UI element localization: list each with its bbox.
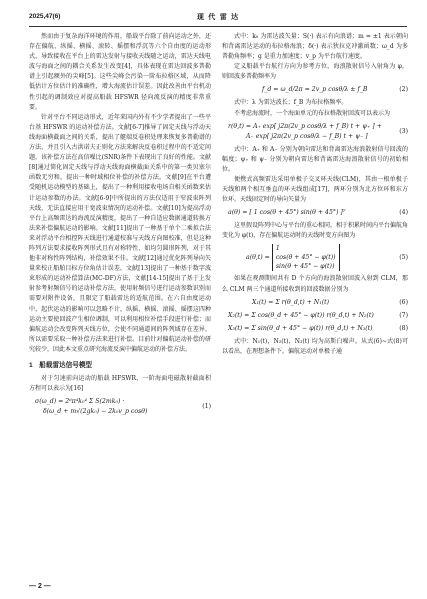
right-paragraph-8: 如果在观测期间共有 D 个方向的海浪散射回波入射到 CLM，那么 CLM 两三个通道所接收到的回波数据分别为	[222, 275, 408, 293]
equation-8	[222, 324, 408, 334]
right-paragraph-2: 定义船载平台航行方向为参考方位，海浪散射信号入射角为 φ，则回波多普勒频率为	[222, 63, 408, 81]
left-column	[29, 32, 211, 420]
intro-paragraph-2: 针对平台不同运动形式，近年来国内外有不少学者提出了一些平台基 HFSWR 的运动补偿方法。文献[6-7]推导了固定天线与浮动天线海面横截面之间的关系，提出了艇端反卷积处理来恢复多普勒谱的方法，并且引入古洪诺夫正则化方法来解决反卷积过程中的不适定问题，该补偿方法在高信噪比(SNR)条件下表现出了良好的性能。文献[8]通过简化固定天线与浮动天线海面横截面关系中的第一类贝塞尔函数无穷和，提出一种时域相位补偿的补偿方法。文献[9]在平台遭受随机运动模型的基础上，提出了一种利用接收电场自相关函数来估计运动参数的办法。文献[6-9]中所提出的方法仅适用于窄波束阵列天线，无法直接应用于宽波束情况的运动补偿。文献[10]为提高浮动平台上高频雷达的海流反演精度，提出了一种自适应数据通道转换方法来补偿偏航运动的影响。文献[11]提出了一种基于单个二乘拟合法来对浮动平台相控阵天线进行通道校准与天线方向图校准，但是这种阵列方法要求接收阵列形式且有对称特性，如均匀圆形阵列，对于其他非对称性阵列结构，补偿效果不佳。文献[12]通过优化阵列导向矢量来校正船舶目标方位角估计误差。文献[13]提出了一种基于数字波束形成的运动补偿算法(MC-DF)方法，文献[14-15]提出了基于上发射参考射频信号的运动补偿方法，使用射频信号进行运动参数识别而需要对附件设备，且限定了船载雷达的适航范围。在六自由度运动中，起伏运动的影响可以忽略不计，纵摇、横摇、滚摇、摇摆这四种运动主要使回波产生相位调制，可以利用相位补偿手段进行补偿；而偏航运动会改变阵列天线方位，会使不同通道间的阵列域存在差异，所以需要采取一种补偿方法来进行补偿。目前针对偏航运动补偿的研究较少，因此本文重点研究海流反演中偏航运动的补偿方法。	[29, 113, 211, 353]
equation-6-body: X₁(t) = Σ r(θ_d,t) + N₁(t)	[252, 298, 330, 306]
right-paragraph-3: 式中：λ 为雷达波长；f_B 为布拉格频率。	[234, 99, 348, 107]
right-paragraph-5: 式中：A₊ 和 A₋ 分别为朝向雷达和背离雷达海浪散射信号回波的幅度；ψ₊ 和 ψ₋ 分别为朝向雷达和背离雷达海浪散射信号的初始相位。	[222, 145, 408, 173]
equation-1	[29, 397, 211, 417]
equation-3	[222, 122, 408, 142]
equation-5-row-2: cos(θ + 45° − φ(t))	[275, 254, 336, 262]
equation-5-row-3: sin(θ + 45° − φ(t))	[275, 263, 335, 271]
equation-3-line-1: r(θ,t) = A₊ exp[ j2π(2v_p cosθ/λ + f_B) t + ψ₊ ] +	[228, 122, 382, 130]
equation-2	[222, 85, 408, 95]
equation-2-body: f_d = ω_d/2π = 2v_p cosθ/λ ± f_B	[262, 86, 368, 94]
issue-label: 2025,47(6)	[29, 13, 61, 20]
right-paragraph-1: 式中：k₀ 为雷达波矢量；S(·) 表示有向浪谱；m = ±1 表示朝向和背离雷达运动的布拉格海浪；δ(·) 表示狄拉克冲激函数；ω_d 为多普勒角频率；g 是重力加速度；v_p 为平台航行速度。	[222, 33, 408, 61]
right-paragraph-7: 这里假设阵列中心与平台的重心相同，相于积累时间内平台偏航角变化为 φ(t)，存在偏航运动时的天线时变方向图为	[222, 222, 409, 240]
page-header	[29, 11, 407, 25]
equation-7-number: (7)	[399, 311, 408, 319]
section-title: 1 船载雷达信号模型	[29, 362, 93, 369]
equation-5	[222, 244, 408, 271]
equation-4-body: a(θ) = [ 1 cos(θ + 45°) sin(θ + 45°) ]ᵀ	[228, 209, 346, 217]
page-number: — 2 —	[29, 583, 51, 590]
equation-1-line-2: δ(ω_d + m√(2gk₀) − 2k₀v_p cosθ)	[43, 408, 148, 416]
section-paragraph-1: 对于匀速前向运动的船载 HFSWR，一阶海面电磁散射截面积方程可以表示为[16]	[29, 375, 211, 393]
right-paragraph-9: 式中：N₁(t)，N₂(t)，N₃(t) 均为高斯白噪声。从式(6)~式(8)可以看出，在理想条件下，偏航运动对单极子通	[222, 337, 408, 355]
equation-1-number: (1)	[202, 403, 211, 411]
intro-paragraph-1: 然而由于复杂海洋环境的作用，船载平台除了前向运动之外，还存在偏航、纵摇、横摇、滚转、摇摆和浮沉等六个自由度的运动形式，导致接收在平台上的雷达发射与接收天线随之运动，雷达天线电波与海面之间的耦合关系发生改变[4]，具体表现在雷达回波多普勒谱上引起额外的尖峰[5]。这些尖峰会污染一阶布拉格区域，从而降低估计方位估计的准确性，增大海流估计误差。因此改善由平台机动性引起的调制效应对提高船载 HFSWR 径向流反演的精度非常重要。	[29, 33, 211, 111]
right-paragraph-4: 不考虑海流时，一个海面单元的布拉格散射回波可以表示为	[234, 109, 391, 117]
right-column	[222, 32, 408, 357]
equation-7	[222, 311, 408, 321]
equation-3-number: (3)	[399, 127, 408, 135]
equation-3-line-2: A₋ exp[ j2π(2v_p cosθ/λ − f_B) t + ψ₋ ]	[246, 132, 368, 140]
header-rule	[29, 26, 407, 27]
right-paragraph-6: 便携式高频雷达采用单极子交叉环天线(CLM)，其由一根单极子天线和两个相互垂直的环天线组成[17]，两环分别为北方位环和东方位环。天线固定时的导向矢量为	[222, 175, 408, 204]
equation-6-number: (6)	[399, 298, 408, 306]
equation-5-lhs: a(θ,t) =	[246, 254, 270, 262]
equation-1-line-1: σ(ω_d) = 2⁶π⁴k₀⁴ Σ S(2mk₀) ·	[35, 398, 125, 406]
equation-5-matrix	[272, 244, 340, 271]
journal-title: 现 代 雷 达	[196, 12, 240, 21]
equation-5-row-1: 1	[275, 245, 280, 253]
equation-7-body: X₂(t) = Σ cos(θ_d + 45° − φ(t)) r(θ_d,t) + N₂(t)	[228, 311, 374, 319]
equation-4-number: (4)	[399, 209, 408, 217]
equation-6	[222, 298, 408, 308]
equation-2-number: (2)	[399, 86, 408, 94]
equation-8-body: X₃(t) = Σ sin(θ_d + 45° − φ(t)) r(θ_d,t) + N₃(t)	[228, 324, 373, 332]
equation-5-number: (5)	[399, 253, 408, 261]
equation-8-number: (8)	[399, 324, 408, 332]
equation-4	[222, 208, 408, 218]
